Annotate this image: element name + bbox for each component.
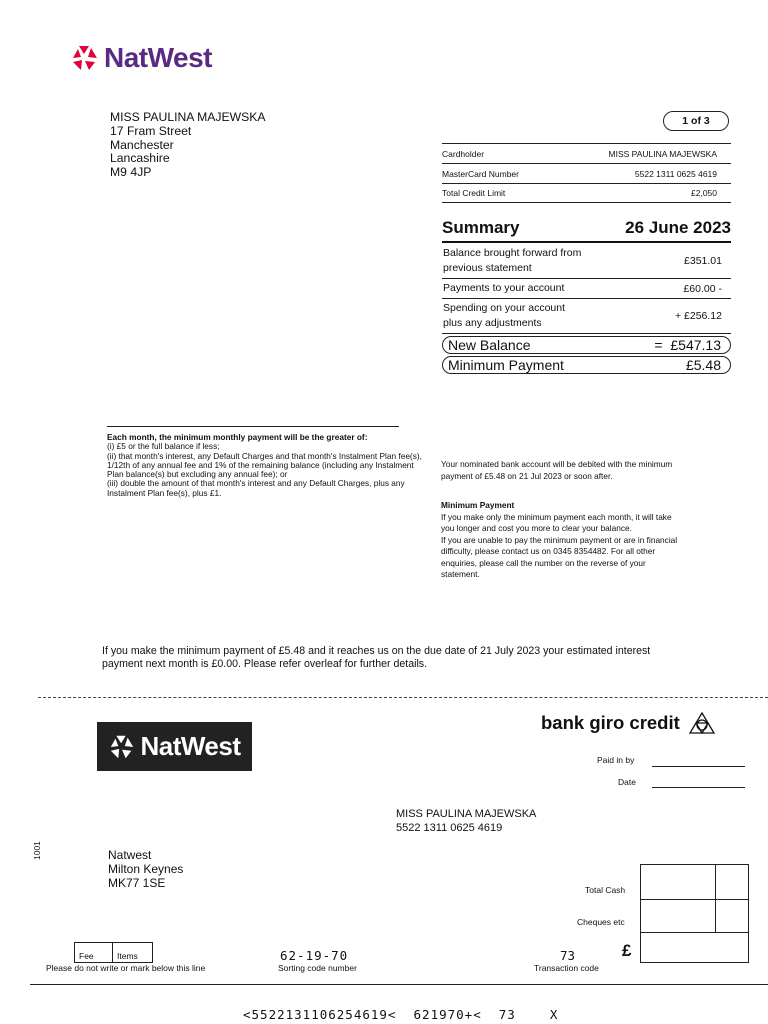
equals-sign: = <box>654 337 663 353</box>
interest-note-line: payment next month is £0.00. Please refer overleaf for further details. <box>102 657 428 670</box>
amount-box-divider <box>715 864 716 932</box>
info-value: £2,050 <box>691 188 717 198</box>
summary-row-spending <box>442 299 731 334</box>
min-info-line: If you are unable to pay the minimum payment or are in financial <box>441 534 678 545</box>
account-info-table <box>442 143 731 203</box>
brand-name: NatWest <box>140 731 241 761</box>
min-info-line: If you make only the minimum payment each month, it will take <box>441 511 672 522</box>
recipient-postcode: M9 4JP <box>110 165 152 180</box>
recipient-address <box>110 111 266 180</box>
recipient-street: 17 Fram Street <box>110 123 192 138</box>
natwest-logo <box>70 42 212 74</box>
rule-line: (i) £5 or the full balance if less; <box>107 441 220 452</box>
summary-row-label: Spending on your account <box>443 302 566 314</box>
total-cash-label: Total Cash <box>585 885 626 895</box>
sorting-code-value: 62-19-70 <box>280 948 349 963</box>
payer-card-number: 5522 1311 0625 4619 <box>396 821 503 834</box>
paid-in-by-field[interactable] <box>652 766 745 767</box>
tear-off-line <box>38 697 768 698</box>
divider <box>107 426 399 427</box>
micr-divider <box>30 984 768 985</box>
recipient-name: MISS PAULINA MAJEWSKA <box>110 110 266 124</box>
payee-line: Milton Keynes <box>108 862 184 876</box>
min-info-line: statement. <box>441 569 480 579</box>
summary-row-label: Balance brought forward from <box>443 246 582 259</box>
new-balance-row <box>442 336 731 354</box>
amount-box[interactable] <box>640 864 749 963</box>
brand-name: NatWest <box>104 42 213 73</box>
micr-code-line: <5522131106254619< 621970+< 73 X <box>243 1007 559 1022</box>
recipient-city: Manchester <box>110 137 174 152</box>
sorting-code-label: Sorting code number <box>278 963 357 973</box>
natwest-cube-icon <box>70 43 100 73</box>
giro-title <box>541 711 716 735</box>
min-info-line: enquiries, please call the number on the reverse of your <box>441 557 646 568</box>
transaction-code-value: 73 <box>560 948 576 963</box>
rule-line: (iii) double the amount of that month's interest and any Default Charges, plus any Instalment Plan fee(s), plus £1. <box>107 478 405 498</box>
fee-label: Fee <box>79 951 94 961</box>
natwest-logo-dark <box>97 722 252 771</box>
summary-row-label: previous statement <box>443 261 532 274</box>
statement-date: 26 June 2023 <box>625 218 731 237</box>
payer-details <box>396 808 536 835</box>
new-balance-value: £547.13 <box>670 337 721 353</box>
min-info-heading: Minimum Payment <box>441 500 515 510</box>
pound-sign: £ <box>622 941 632 960</box>
cheques-label: Cheques etc <box>577 917 625 927</box>
items-label: Items <box>117 951 138 961</box>
summary-row-payments <box>442 279 731 299</box>
info-value: 5522 1311 0625 4619 <box>634 168 717 179</box>
minimum-payment-info <box>441 500 711 581</box>
rule-line: (ii) that month's interest, any Default Charges and that month's Instalment Plan fee(s), 1/12th of any annual fee and 1% of the remaining balance (including any Instalment Plan balance(s) but excluding any annual fee); or <box>107 450 422 480</box>
debit-notice-line: Your nominated bank account will be debited with the minimum <box>441 459 673 469</box>
new-balance-label: New Balance <box>448 337 531 353</box>
info-label: Total Credit Limit <box>442 188 506 198</box>
summary-row-balance-forward <box>442 243 731 279</box>
fee-items-divider <box>112 942 113 963</box>
payee-line: Natwest <box>108 848 152 862</box>
info-value: MISS PAULINA MAJEWSKA <box>608 148 717 159</box>
date-label: Date <box>618 777 636 787</box>
summary-header <box>442 218 731 243</box>
summary-row-value: £351.01 <box>684 254 722 267</box>
minimum-payment-row <box>442 356 731 374</box>
recipient-county: Lancashire <box>110 151 170 166</box>
summary-row-label: plus any adjustments <box>443 317 542 329</box>
payee-address <box>108 848 183 890</box>
summary-row-value: £60.00 - <box>683 282 722 295</box>
transaction-code-label: Transaction code <box>534 963 599 973</box>
debit-notice <box>441 459 711 482</box>
interest-note <box>102 645 742 670</box>
paid-in-by-label: Paid in by <box>597 755 635 765</box>
min-info-line: you longer and cost you more to clear your balance. <box>441 523 632 533</box>
info-row-card-number <box>442 163 731 183</box>
side-reference-number: 1001 <box>32 841 42 860</box>
info-label: MasterCard Number <box>442 168 519 179</box>
minimum-payment-value: £5.48 <box>685 357 721 373</box>
payer-name: MISS PAULINA MAJEWSKA <box>396 808 537 820</box>
info-label: Cardholder <box>442 148 485 159</box>
page-indicator: 1 of 3 <box>663 111 729 131</box>
rules-heading: Each month, the minimum monthly payment will be the greater of: <box>107 432 368 442</box>
summary-panel <box>442 218 731 374</box>
amount-box-divider <box>640 899 749 900</box>
minimum-payment-label: Minimum Payment <box>448 357 564 373</box>
payee-line: MK77 1SE <box>108 876 166 890</box>
summary-row-value: + £256.12 <box>674 310 722 322</box>
date-field[interactable] <box>652 787 745 788</box>
debit-notice-line: payment of £5.48 on 21 Jul 2023 or soon after. <box>441 470 613 481</box>
minimum-payment-rules <box>107 433 432 498</box>
summary-row-label: Payments to your account <box>443 282 565 294</box>
bank-giro-symbol-icon <box>688 711 716 735</box>
do-not-write-notice: Please do not write or mark below this line <box>46 963 206 973</box>
info-row-cardholder <box>442 143 731 163</box>
natwest-cube-icon <box>108 733 136 761</box>
amount-box-divider <box>640 932 749 933</box>
interest-note-line: If you make the minimum payment of £5.48 and it reaches us on the due date of 21 July 2023 your estimated interest <box>102 645 651 657</box>
giro-title-text: bank giro credit <box>541 712 680 733</box>
summary-title: Summary <box>442 218 520 237</box>
min-info-line: difficulty, please contact us on 0345 8354482. For all other <box>441 546 656 556</box>
info-row-credit-limit <box>442 183 731 203</box>
